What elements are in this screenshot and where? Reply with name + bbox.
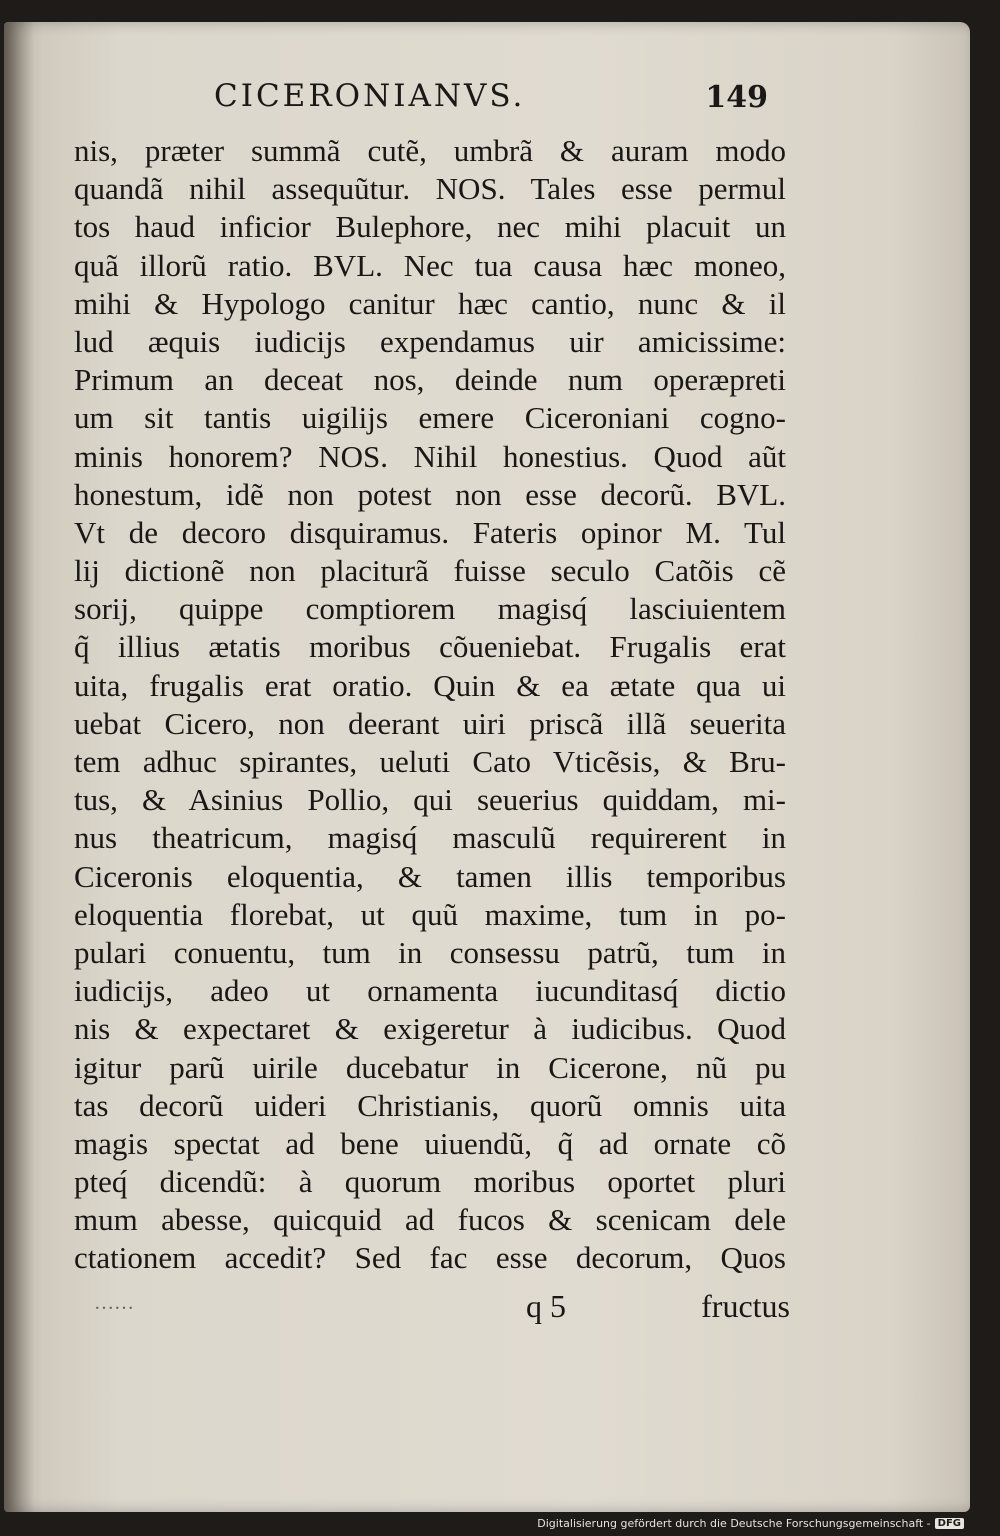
page-header bbox=[214, 78, 774, 122]
text-line: lud æquis iudicijs expendamus uir amicissime: bbox=[74, 323, 786, 359]
text-line: pteq́ dicendũ: à quorum moribus oportet pluri bbox=[74, 1164, 786, 1200]
text-line: eloquentia florebat, ut quũ maxime, tum in po- bbox=[74, 896, 786, 932]
text-line: sorij, quippe comptiorem magisq́ lasciuientem bbox=[74, 591, 786, 627]
text-line: nus theatricum, magisq́ masculũ requirerent in bbox=[74, 820, 786, 856]
body-text bbox=[74, 132, 786, 1278]
text-line: tem adhuc spirantes, ueluti Cato Vticẽsis, & Bru- bbox=[74, 744, 786, 779]
text-line: tas decorũ uideri Christianis, quorũ omnis uita bbox=[74, 1087, 786, 1123]
text-line: tos haud inficior Bulephore, nec mihi placuit un bbox=[74, 209, 786, 245]
text-line: igitur parũ uirile ducebatur in Cicerone, nũ pu bbox=[74, 1049, 786, 1085]
signature-mark: q 5 bbox=[526, 1288, 566, 1324]
text-line: minis honorem? NOS. Nihil honestius. Quod aũt bbox=[74, 438, 786, 474]
gutter-shadow bbox=[4, 22, 34, 1512]
page-number: 149 bbox=[705, 80, 768, 115]
page-footer bbox=[94, 1288, 794, 1328]
text-line: quã illorũ ratio. BVL. Nec tua causa hæc moneo, bbox=[74, 247, 786, 283]
text-line: q̃ illius ætatis moribus cõueniebat. Frugalis erat bbox=[74, 629, 786, 665]
text-line: Ciceronis eloquentia, & tamen illis temporibus bbox=[74, 858, 786, 894]
text-line: Primum an deceat nos, deinde num operæpreti bbox=[74, 362, 786, 398]
text-line: mum abesse, quicquid ad fucos & scenicam dele bbox=[74, 1202, 786, 1238]
digitization-credit bbox=[537, 1517, 964, 1530]
catchword: fructus bbox=[701, 1288, 790, 1324]
text-line: Vt de decoro disquiramus. Fateris opinor M. Tul bbox=[74, 514, 786, 550]
text-line: honestum, idẽ non potest non esse decorũ. BVL. bbox=[74, 476, 786, 512]
text-line: nis & expectaret & exigeretur à iudicibus. Quod bbox=[74, 1011, 786, 1047]
text-line: iudicijs, adeo ut ornamenta iucunditasq́ dictio bbox=[74, 973, 786, 1009]
text-line: magis spectat ad bene uiuendũ, q̃ ad ornate cõ bbox=[74, 1125, 786, 1161]
running-title: CICERONIANVS. bbox=[214, 78, 526, 114]
text-line: um sit tantis uigilijs emere Ciceroniani cogno- bbox=[74, 400, 786, 436]
credit-text: Digitalisierung gefördert durch die Deutsche Forschungsgemeinschaft - bbox=[537, 1517, 931, 1530]
text-line: mihi & Hypologo canitur hæc cantio, nunc & il bbox=[74, 285, 786, 321]
text-line: lij dictionẽ non placiturã fuisse seculo Catõis cẽ bbox=[74, 553, 786, 589]
footer-dots: …… bbox=[94, 1292, 134, 1314]
text-line: uita, frugalis erat oratio. Quin & ea ætate qua ui bbox=[74, 667, 786, 703]
text-line: ctationem accedit? Sed fac esse decorum, Quos bbox=[74, 1240, 786, 1276]
text-line: uebat Cicero, non deerant uiri priscã illã seuerita bbox=[74, 705, 786, 741]
text-line: nis, præter summã cutẽ, umbrã & auram modo bbox=[74, 133, 786, 168]
text-line: pulari conuentu, tum in consessu patrũ, tum in bbox=[74, 934, 786, 970]
text-line: tus, & Asinius Pollio, qui seuerius quiddam, mi- bbox=[74, 782, 786, 818]
dfg-logo: DFG bbox=[935, 1518, 964, 1529]
text-line: quandã nihil assequũtur. NOS. Tales esse permul bbox=[74, 171, 786, 207]
book-page bbox=[4, 22, 970, 1512]
